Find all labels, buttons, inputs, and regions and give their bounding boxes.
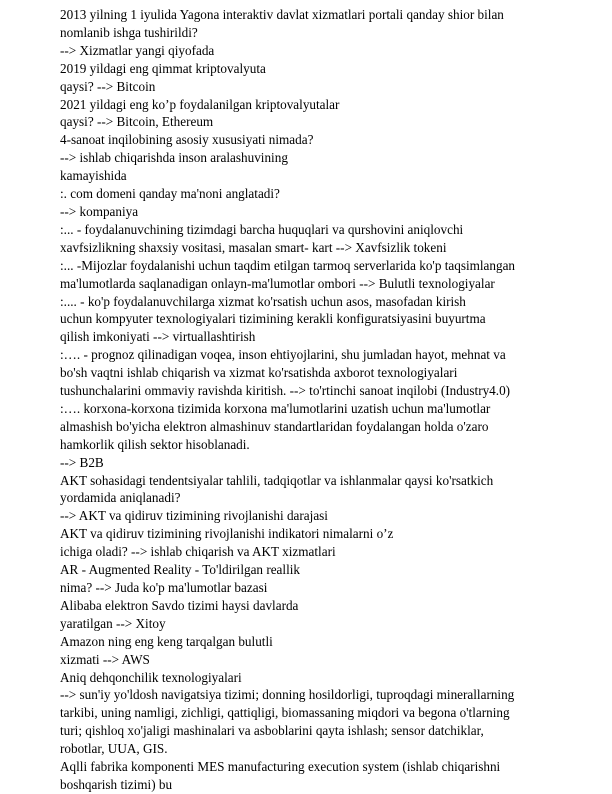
text-line: hamkorlik qilish sektor hisoblanadi. (60, 436, 250, 452)
text-line: bo'sh vaqtni ishlab chiqarish va xizmat ko'rsatishda axborot texnologiyalari (60, 365, 458, 381)
text-line: nima? --> Juda ko'p ma'lumotlar bazasi (60, 580, 268, 595)
text-line: robotlar, UUA, GIS. (60, 741, 168, 757)
text-line: 2021 yildagi eng ko’p foydalanilgan kriptovalyutalar (60, 96, 340, 112)
text-line: qaysi? --> Bitcoin (60, 78, 156, 94)
text-line: AKT sohasidagi tendentsiyalar tahlili, tadqiqotlar va ishlanmalar qaysi ko'rsatkich (60, 472, 494, 488)
text-line: --> B2B (60, 454, 104, 470)
text-line: yordamida aniqlanadi? (60, 490, 181, 506)
text-line: uchun kompyuter texnologiyalari tizimining kerakli konfiguratsiyasini buyurtma (60, 311, 486, 327)
text-line: ma'lumotlarda saqlanadigan onlayn-ma'lumotlar ombori --> Bulutli texnologiyalar (60, 275, 495, 291)
text-line: turi; qishloq xo'jaligi mashinalari va asboblarini qayta ishlash; sensor datchiklar, (60, 723, 484, 739)
text-line: xizmati --> AWS (60, 651, 150, 667)
text-line: Aniq dehqonchilik texnologiyalari (60, 669, 242, 685)
text-line: boshqarish tizimi) bu (60, 776, 173, 792)
text-line: qaysi? --> Bitcoin, Ethereum (60, 114, 214, 130)
text-line: xavfsizlikning shaxsiy vositasi, masalan smart- kart --> Xavfsizlik tokeni (60, 239, 447, 255)
text-line: :…. - prognoz qilinadigan voqea, inson ehtiyojlarini, shu jumladan hayot, mehnat va (60, 347, 506, 363)
text-line: --> kompaniya (60, 203, 139, 219)
text-line: --> sun'iy yo'ldosh navigatsiya tizimi; donning hosildorligi, tuproqdagi minerallarning (60, 687, 515, 703)
text-line: --> Xizmatlar yangi qiyofada (60, 42, 215, 58)
text-line: :…. korxona-korxona tizimida korxona ma'lumotlarini uzatish uchun ma'lumotlar (60, 400, 491, 416)
text-line: :... - foydalanuvchining tizimdagi barcha huquqlari va qurshovini aniqlovchi (60, 221, 464, 237)
text-line: AKT va qidiruv tizimining rivojlanishi indikatori nimalarni o’z (60, 526, 394, 542)
text-line: tarkibi, uning namligi, zichligi, qattiqligi, biomassaning miqdori va begona o'tlarning (60, 705, 510, 721)
text-line: ichiga oladi? --> ishlab chiqarish va AKT xizmatlari (60, 544, 336, 560)
text-line: --> AKT va qidiruv tizimining rivojlanishi darajasi (60, 508, 328, 524)
text-line: Amazon ning eng keng tarqalgan bulutli (60, 633, 273, 649)
text-line: 4-sanoat inqilobining asosiy xususiyati nimada? (60, 132, 314, 148)
text-line: Alibaba elektron Savdo tizimi haysi davlarda (60, 597, 299, 613)
text-line: --> ishlab chiqarishda inson aralashuvining (60, 150, 288, 166)
text-line: Aqlli fabrika komponenti MES manufacturing execution system (ishlab chiqarishni (60, 759, 501, 775)
text-line: AR - Augmented Reality - To'ldirilgan reallik (60, 562, 301, 578)
text-line: :. com domeni qanday ma'noni anglatadi? (60, 186, 280, 202)
text-line: tushunchalarini ommaviy ravishda kiritish. --> to'rtinchi sanoat inqilobi (Industry4.0) (60, 383, 511, 399)
text-line: nomlanib ishga tushirildi? (60, 24, 198, 40)
text-line: :... -Mijozlar foydalanishi uchun taqdim etilgan tarmoq serverlarida ko'p taqsimlangan (60, 257, 516, 273)
text-line: 2013 yilning 1 iyulida Yagona interaktiv davlat xizmatlari portali qanday shior bilan (60, 7, 504, 22)
text-line: 2019 yildagi eng qimmat kriptovalyuta (60, 60, 266, 76)
text-line: kamayishida (60, 168, 127, 184)
text-line: yaratilgan --> Xitoy (60, 615, 166, 631)
document-page (60, 6, 560, 794)
text-line: almashish bo'yicha elektron almashinuv standartlaridan foydalangan holda o'zaro (60, 418, 489, 434)
text-line: :.... - ko'p foydalanuvchilarga xizmat ko'rsatish uchun asos, masofadan kirish (60, 293, 466, 309)
text-line: qilish imkoniyati --> virtuallashtirish (60, 329, 256, 345)
